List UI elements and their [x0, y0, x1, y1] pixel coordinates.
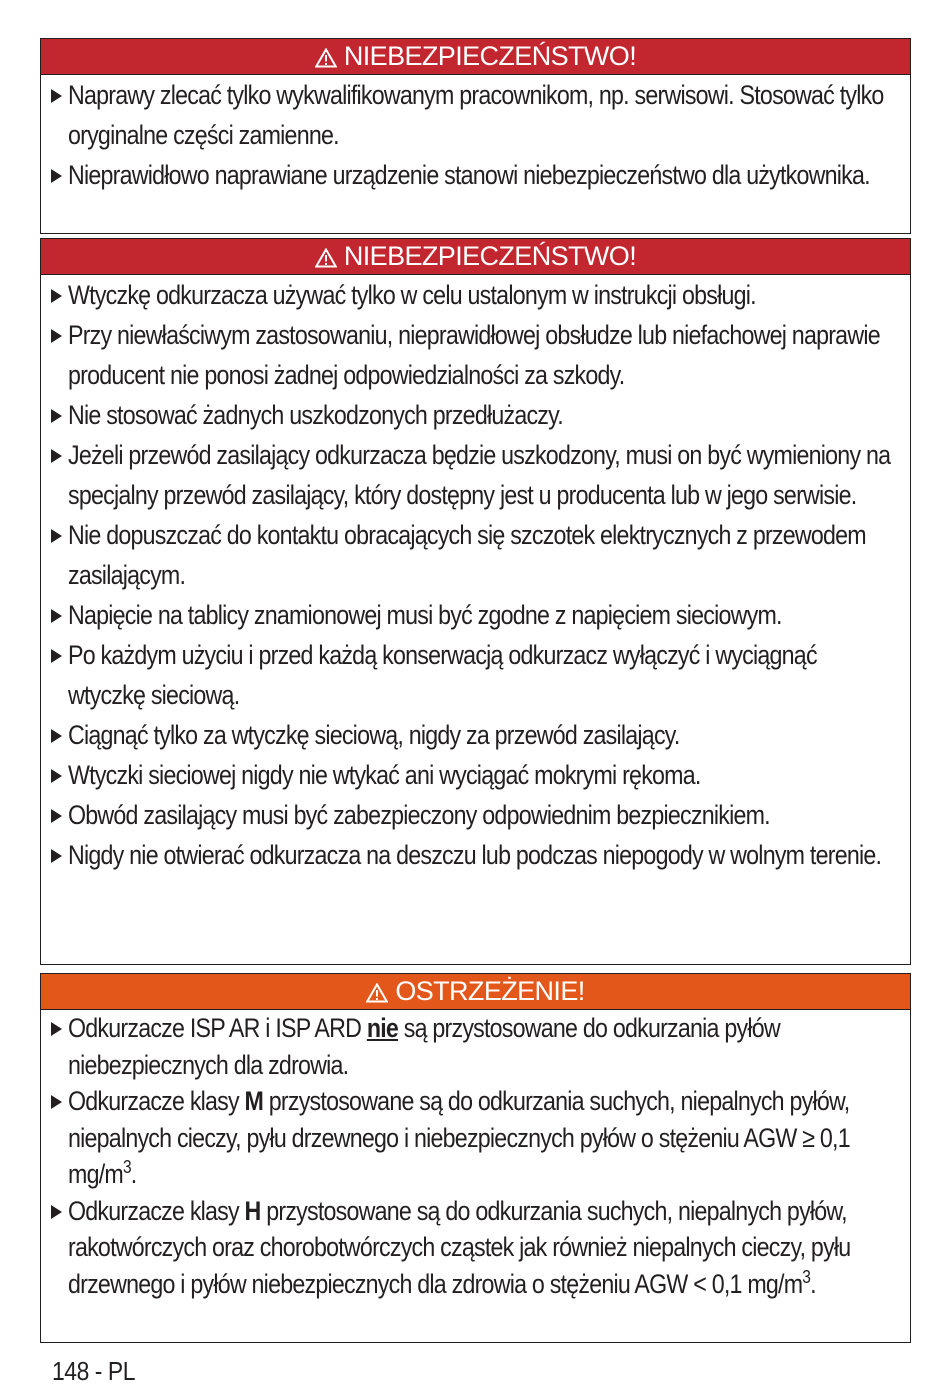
triangle-bullet-icon [51, 1205, 62, 1219]
danger-header [41, 39, 910, 75]
list-item-text [68, 1010, 898, 1083]
class-letter: H [244, 1195, 261, 1226]
triangle-bullet-icon [51, 609, 62, 623]
list-item-text: Wtyczki sieciowej nigdy nie wtykać ani wyciągać mokrymi rękoma. [68, 760, 701, 790]
list-item [41, 635, 910, 715]
triangle-bullet-icon [51, 649, 62, 663]
superscript: 3 [122, 1157, 131, 1177]
list-item [41, 1193, 910, 1303]
list-item [41, 715, 910, 755]
list-item-text: Nie stosować żadnych uszkodzonych przedłużaczy. [68, 400, 563, 430]
list-item [41, 1010, 910, 1083]
list-item [41, 75, 910, 155]
list-item [41, 435, 910, 515]
triangle-bullet-icon [51, 529, 62, 543]
class-letter: M [244, 1086, 264, 1116]
danger-box-usage [40, 238, 911, 965]
list-item-text: Nigdy nie otwierać odkurzacza na deszczu lub podczas niepogody w wolnym terenie. [68, 840, 882, 870]
text-segment: Odkurzacze ISP AR i ISP ARD [68, 1013, 367, 1043]
list-item [41, 1083, 910, 1193]
triangle-bullet-icon [51, 169, 62, 183]
list-item-text [68, 1193, 898, 1303]
list-item [41, 515, 910, 595]
danger-header-label: NIEBEZPIECZEŃSTWO! [343, 241, 637, 271]
triangle-bullet-icon [51, 769, 62, 783]
danger-box-repairs [40, 38, 911, 234]
triangle-bullet-icon [51, 409, 62, 423]
triangle-bullet-icon [51, 849, 62, 863]
list-item [41, 395, 910, 435]
text-segment: . [810, 1268, 816, 1299]
list-item [41, 835, 910, 875]
list-item-text: Obwód zasilający musi być zabezpieczony odpowiednim bezpiecznikiem. [68, 800, 770, 830]
list-item [41, 795, 910, 835]
bullet-list [41, 1010, 910, 1302]
triangle-bullet-icon [51, 289, 62, 303]
list-item-text: Nieprawidłowo naprawiane urządzenie stanowi niebezpieczeństwo dla użytkownika. [68, 160, 870, 190]
page-number: 148 - PL [52, 1356, 135, 1386]
triangle-bullet-icon [51, 729, 62, 743]
list-item [41, 755, 910, 795]
list-item-text: Naprawy zlecać tylko wykwalifikowanym pracownikom, np. serwisowi. Stosować tylko oryginalne części zamienne. [68, 80, 884, 150]
emphasis-text: nie [366, 1013, 399, 1043]
warning-triangle-icon [315, 48, 337, 68]
list-item-text: Przy niewłaściwym zastosowaniu, nieprawidłowej obsłudze lub niefachowej naprawie producent nie ponosi żadnej odpowiedzialności za szkody. [68, 320, 880, 390]
triangle-bullet-icon [51, 449, 62, 463]
list-item [41, 155, 910, 195]
list-item-text: Jeżeli przewód zasilający odkurzacza będzie uszkodzony, musi on być wymieniony na specjalny przewód zasilający, który dostępny jest u producenta lub w jego serwisie. [68, 440, 891, 510]
warning-triangle-icon [366, 983, 388, 1003]
list-item-text: Wtyczkę odkurzacza używać tylko w celu ustalonym w instrukcji obsługi. [68, 280, 756, 310]
triangle-bullet-icon [51, 809, 62, 823]
list-item [41, 315, 910, 395]
superscript: 3 [802, 1266, 811, 1287]
triangle-bullet-icon [51, 1095, 62, 1109]
list-item-text: Po każdym użyciu i przed każdą konserwacją odkurzacz wyłączyć i wyciągnąć wtyczkę sieciową. [68, 640, 817, 710]
text-segment: Odkurzacze klasy [68, 1086, 245, 1116]
triangle-bullet-icon [51, 329, 62, 343]
bullet-list [41, 75, 910, 195]
list-item [41, 595, 910, 635]
danger-header [41, 239, 910, 275]
list-item-text [68, 1083, 898, 1193]
text-segment: są przystosowane do odkurzania pyłów niebezpiecznych dla zdrowia. [68, 1013, 780, 1080]
list-item-text: Nie dopuszczać do kontaktu obracających się szczotek elektrycznych z przewodem zasilającym. [68, 520, 866, 590]
list-item-text: Napięcie na tablicy znamionowej musi być zgodne z napięciem sieciowym. [68, 600, 782, 630]
warning-triangle-icon [315, 248, 337, 268]
list-item-text: Ciągnąć tylko za wtyczkę sieciową, nigdy za przewód zasilający. [68, 720, 680, 750]
text-segment: przystosowane są do odkurzania suchych, niepalnych pyłów, niepalnych cieczy, pyłu drzewnego i niebezpiecznych pyłów o stężeniu AGW ≥ 0,1 mg/m [68, 1086, 850, 1189]
text-segment: Odkurzacze klasy [68, 1195, 245, 1226]
warning-header-label: OSTRZEŻENIE! [395, 976, 585, 1006]
triangle-bullet-icon [51, 1022, 62, 1036]
warning-header [41, 974, 910, 1010]
list-item [41, 275, 910, 315]
text-segment: . [130, 1159, 137, 1189]
triangle-bullet-icon [51, 89, 62, 103]
danger-header-label: NIEBEZPIECZEŃSTWO! [343, 41, 637, 71]
bullet-list [41, 275, 910, 875]
text-segment: przystosowane są do odkurzania suchych, niepalnych pyłów, rakotwórczych oraz chorobotwórczych cząstek jak również niepalnych cieczy, pyłu drzewnego i pyłów niebezpiecznych dla zdrowia o stężeniu AGW < 0,1 mg/m [68, 1195, 851, 1299]
warning-box-dust-classes [40, 973, 911, 1343]
